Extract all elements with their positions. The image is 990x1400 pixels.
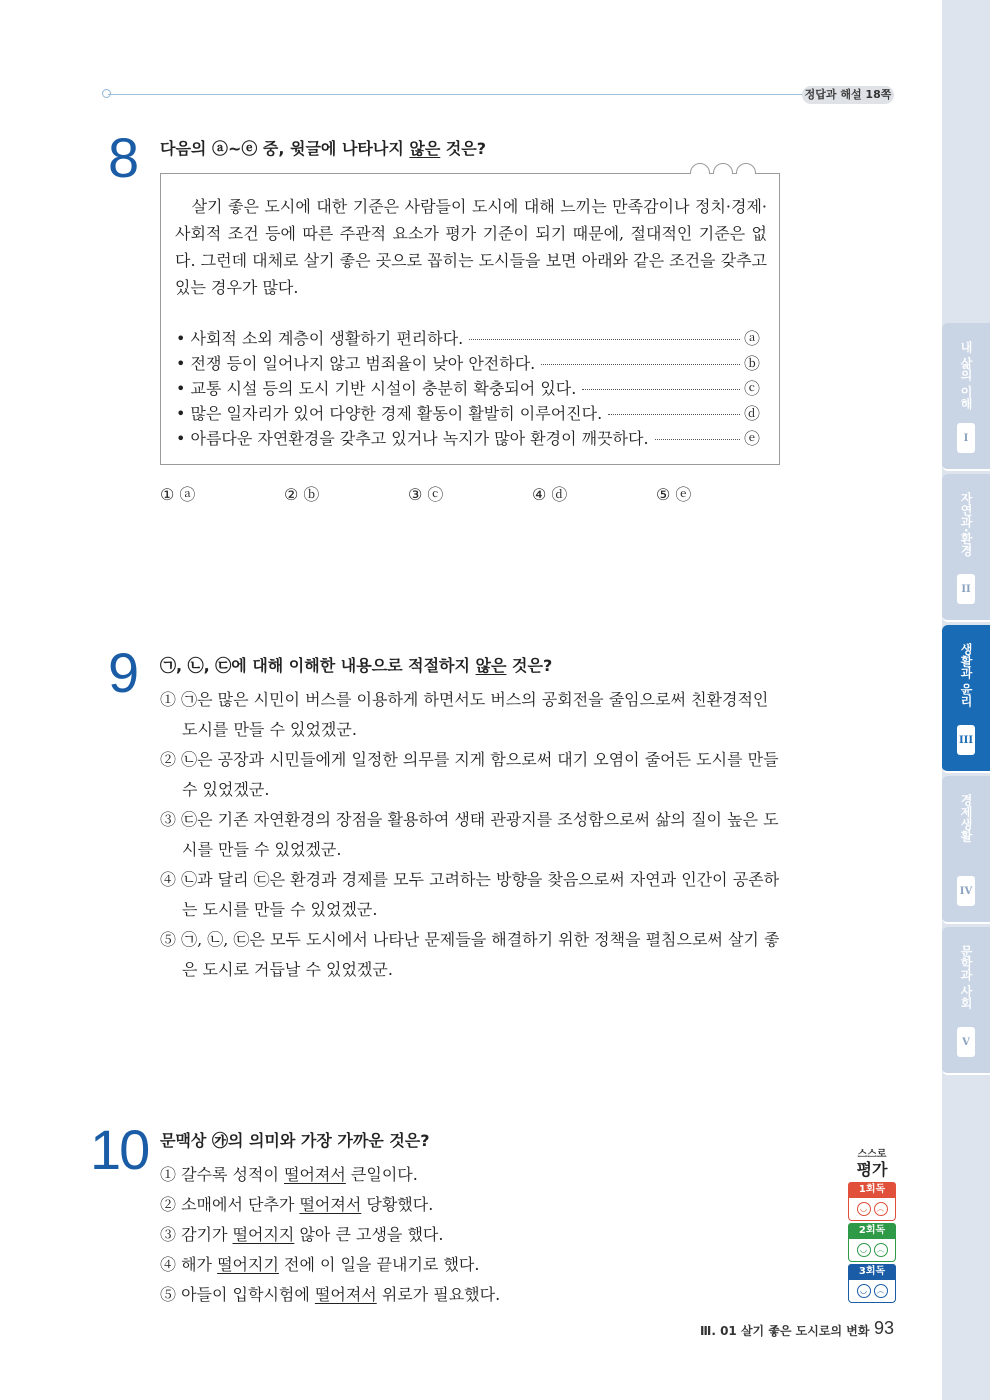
question-10-number: 10 bbox=[90, 1118, 149, 1181]
question-9-number: 9 bbox=[108, 641, 138, 704]
sidebar-tab-label: 자연과·환경 bbox=[959, 492, 973, 557]
choice-4[interactable]: ④ ⓓ bbox=[532, 485, 568, 504]
round-3-faces bbox=[848, 1280, 896, 1303]
choice-1[interactable]: ① ㉠은 많은 시민이 버스를 이용하게 하면서도 버스의 공회전을 줄임으로써 친환경적인 도시를 만들 수 있었겠군. bbox=[160, 690, 769, 739]
list-item: • 전쟁 등이 일어나지 않고 범죄율이 낮아 안전하다. ⓑ bbox=[176, 354, 760, 373]
sidebar-tab-number: I bbox=[957, 423, 975, 453]
sidebar-tab-number: V bbox=[957, 1027, 975, 1057]
choice-1[interactable]: ① ⓐ bbox=[160, 485, 196, 504]
sidebar-tab-label: 문학과 사회 bbox=[959, 945, 973, 1010]
round-2-label: 2회독 bbox=[848, 1223, 896, 1239]
sidebar-tab-number: II bbox=[957, 574, 975, 604]
choice-2[interactable]: ② 소매에서 단추가 떨어져서 당황했다. bbox=[160, 1195, 434, 1214]
choice-5[interactable]: ⑤ 아들이 입학시험에 떨어져서 위로가 필요했다. bbox=[160, 1285, 501, 1304]
sidebar-tab-number: III bbox=[957, 725, 975, 755]
question-8-title: 다음의 ⓐ~ⓔ 중, 윗글에 나타나지 않은 것은? bbox=[160, 139, 487, 158]
sidebar-tab-label: 경제생활 bbox=[959, 794, 973, 842]
choice-5[interactable]: ⑤ ㉠, ㉡, ㉢은 모두 도시에서 나타난 문제들을 해결하기 위한 정책을 펼침으로써 살기 좋은 도시로 거듭날 수 있었겠군. bbox=[160, 930, 780, 979]
passage-text: 살기 좋은 도시에 대한 기준은 사람들이 도시에 대해 느끼는 만족감이나 정치·경제·사회적 조건 등에 따른 주관적 요소가 평가 기준이 되기 때문에, 절대적인 기준은 없다. 그런데 대체로 살기 좋은 곳으로 꼽히는 도시들을 보면 아래와 같은 조건을 갖추고 있는 경우가 많다. bbox=[175, 197, 767, 297]
sidebar-tab-1[interactable] bbox=[942, 323, 990, 471]
frown-face-icon[interactable]: ︵ bbox=[874, 1243, 888, 1257]
list-item: • 교통 시설 등의 도시 기반 시설이 충분히 확충되어 있다. ⓒ bbox=[176, 379, 760, 398]
choice-1[interactable]: ① 갈수록 성적이 떨어져서 큰일이다. bbox=[160, 1165, 418, 1184]
choice-3[interactable]: ③ ⓒ bbox=[408, 485, 444, 504]
question-9-title: ㉠, ㉡, ㉢에 대해 이해한 내용으로 적절하지 않은 것은? bbox=[160, 656, 553, 675]
condition-list bbox=[176, 325, 760, 450]
round-1-label: 1회독 bbox=[848, 1182, 896, 1198]
sidebar-tab-5[interactable] bbox=[942, 927, 990, 1075]
sidebar-tab-label: 내 삶의 이해 bbox=[959, 341, 973, 410]
list-item: • 사회적 소외 계층이 생활하기 편리하다. ⓐ bbox=[176, 329, 760, 348]
list-item: • 아름다운 자연환경을 갖추고 있거나 녹지가 많아 환경이 깨끗하다. ⓔ bbox=[176, 429, 760, 448]
choice-3[interactable]: ③ 감기가 떨어지지 않아 큰 고생을 했다. bbox=[160, 1225, 444, 1244]
sidebar-tab-label: 생활과 윤리 bbox=[959, 643, 973, 708]
choice-4[interactable]: ④ ㉡과 달리 ㉢은 환경과 경제를 모두 고려하는 방향을 찾음으로써 자연과 인간이 공존하는 도시를 만들 수 있었겠군. bbox=[160, 870, 780, 919]
smile-face-icon[interactable]: ◡ bbox=[857, 1202, 871, 1216]
sidebar-tab-3[interactable] bbox=[942, 625, 990, 773]
question-10-title: 문맥상 ㉮의 의미와 가장 가까운 것은? bbox=[160, 1131, 430, 1150]
question-10-options bbox=[160, 1160, 720, 1310]
smile-face-icon[interactable]: ◡ bbox=[857, 1284, 871, 1298]
frown-face-icon[interactable]: ︵ bbox=[874, 1202, 888, 1216]
round-1-faces bbox=[848, 1198, 896, 1221]
choice-2[interactable]: ② ㉡은 공장과 시민들에게 일정한 의무를 지게 함으로써 대기 오염이 줄어든 도시를 만들 수 있었겠군. bbox=[160, 750, 779, 799]
choice-2[interactable]: ② ⓑ bbox=[284, 485, 320, 504]
sidebar-tab-2[interactable] bbox=[942, 474, 990, 622]
smile-face-icon[interactable]: ◡ bbox=[857, 1243, 871, 1257]
round-3-label: 3회독 bbox=[848, 1264, 896, 1280]
list-item: • 많은 일자리가 있어 다양한 경제 활동이 활발히 이루어진다. ⓓ bbox=[176, 404, 760, 423]
header-rule bbox=[108, 94, 808, 95]
page-number: 93 bbox=[874, 1318, 895, 1338]
sidebar-tab-4[interactable] bbox=[942, 776, 990, 924]
answer-reference-badge: 정답과 해설 18쪽 bbox=[802, 86, 894, 104]
sidebar-tab-number: IV bbox=[957, 876, 975, 906]
question-9-options bbox=[160, 685, 782, 985]
footer-section-title: Ⅲ. 01 살기 좋은 도시로의 변화 bbox=[700, 1324, 870, 1338]
choice-5[interactable]: ⑤ ⓔ bbox=[656, 485, 692, 504]
frown-face-icon[interactable]: ︵ bbox=[874, 1284, 888, 1298]
self-eval-label-top: 스스로 bbox=[857, 1149, 887, 1160]
choice-3[interactable]: ③ ㉢은 기존 자연환경의 장점을 활용하여 생태 관광지를 조성함으로써 삶의 질이 높은 도시를 만들 수 있었겠군. bbox=[160, 810, 779, 859]
self-evaluation-box bbox=[848, 1145, 896, 1303]
question-8-number: 8 bbox=[108, 126, 138, 189]
round-2-faces bbox=[848, 1239, 896, 1262]
choice-4[interactable]: ④ 해가 떨어지기 전에 이 일을 끝내기로 했다. bbox=[160, 1255, 480, 1274]
self-eval-label: 평가 bbox=[856, 1160, 888, 1179]
